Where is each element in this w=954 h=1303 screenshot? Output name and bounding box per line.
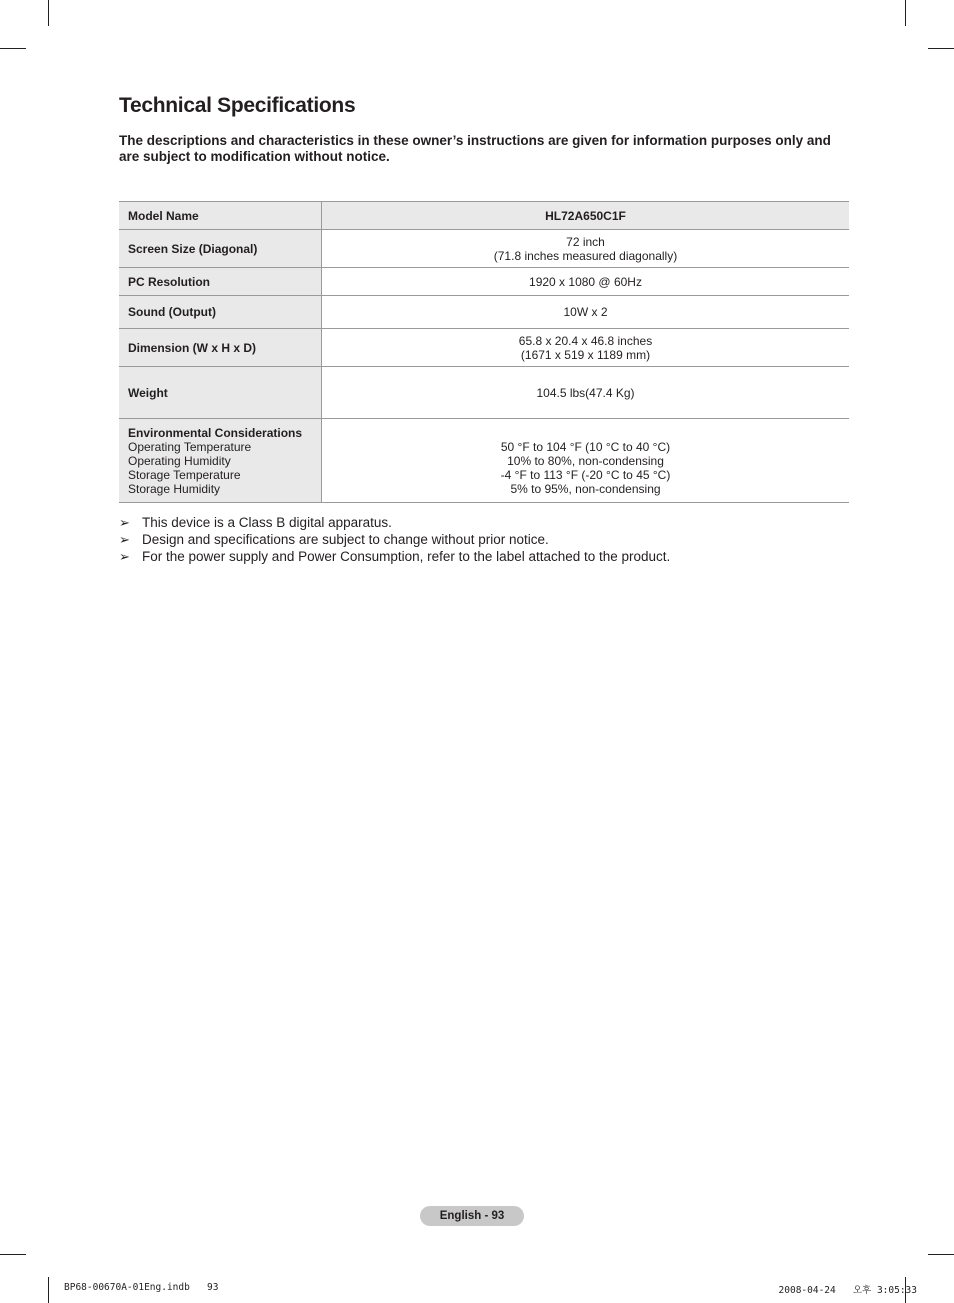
crop-mark	[928, 48, 954, 49]
table-row	[119, 367, 849, 419]
table-row	[119, 419, 849, 503]
row-value: 10W x 2	[322, 296, 850, 329]
crop-mark	[0, 48, 26, 49]
crop-mark	[0, 1254, 26, 1255]
crop-mark	[48, 1277, 49, 1303]
crop-mark	[905, 0, 906, 26]
row-sublabel: Storage Humidity	[128, 481, 221, 496]
intro-text: The descriptions and characteristics in these owner’s instructions are given for information purposes only and are subject to modification without notice.	[119, 133, 831, 164]
row-value: 1920 x 1080 @ 60Hz	[322, 268, 850, 296]
note-text: Design and specifications are subject to change without prior notice.	[142, 532, 549, 547]
page-number-badge: English - 93	[420, 1206, 524, 1226]
arrow-icon: ➢	[119, 549, 130, 564]
row-label: PC Resolution	[119, 268, 322, 296]
row-sublabel: Operating Humidity	[128, 453, 231, 468]
table-row	[119, 268, 849, 296]
row-label	[119, 419, 322, 503]
notes-list	[119, 514, 670, 565]
header-value: HL72A650C1F	[322, 202, 850, 230]
value-line: 65.8 x 20.4 x 46.8 inches	[518, 333, 653, 348]
row-sublabel: Operating Temperature	[128, 439, 252, 454]
table-row	[119, 230, 849, 268]
value-line: 50 °F to 104 °F (10 °C to 40 °C)	[500, 439, 671, 454]
page-title: Technical Specifications	[119, 94, 356, 117]
row-label: Dimension (W x H x D)	[119, 329, 322, 367]
row-value	[322, 419, 850, 503]
row-label: Sound (Output)	[119, 296, 322, 329]
footer-file-info: BP68-00670A-01Eng.indb 93	[64, 1282, 219, 1293]
footer-timestamp: 2008-04-24 오후 3:05:33	[778, 1285, 917, 1296]
table-row	[119, 296, 849, 329]
row-value	[322, 329, 850, 367]
arrow-icon: ➢	[119, 515, 130, 530]
spec-table	[119, 201, 849, 503]
value-line: 72 inch	[566, 234, 605, 249]
row-label: Weight	[119, 367, 322, 419]
row-label: Screen Size (Diagonal)	[119, 230, 322, 268]
row-value	[322, 230, 850, 268]
table-row	[119, 329, 849, 367]
value-line: 10% to 80%, non-condensing	[507, 453, 664, 468]
crop-mark	[928, 1254, 954, 1255]
row-label-main: Environmental Considerations	[128, 425, 303, 440]
value-line: -4 °F to 113 °F (-20 °C to 45 °C)	[500, 467, 671, 482]
table-header-row	[119, 202, 849, 230]
note-text: For the power supply and Power Consumption, refer to the label attached to the product.	[142, 549, 671, 564]
row-value: 104.5 lbs(47.4 Kg)	[322, 367, 850, 419]
row-sublabel: Storage Temperature	[128, 467, 241, 482]
list-item	[119, 548, 670, 565]
list-item	[119, 531, 670, 548]
list-item	[119, 514, 670, 531]
arrow-icon: ➢	[119, 532, 130, 547]
crop-mark	[48, 0, 49, 26]
note-text: This device is a Class B digital apparatus.	[142, 515, 392, 530]
header-label: Model Name	[119, 202, 322, 230]
value-line: (71.8 inches measured diagonally)	[493, 248, 678, 263]
value-line: (1671 x 519 x 1189 mm)	[520, 347, 651, 362]
value-line: 5% to 95%, non-condensing	[510, 481, 661, 496]
